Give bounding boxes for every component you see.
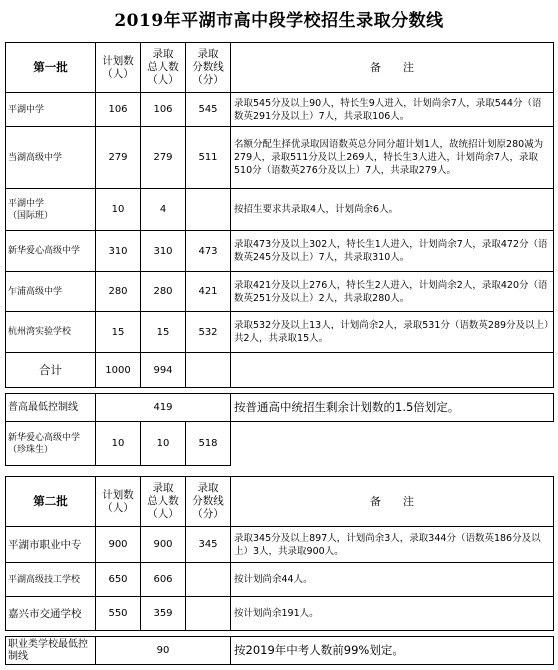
batch1-header-score-text: 录取 分数线 （分） bbox=[192, 48, 224, 86]
table-row bbox=[6, 127, 554, 189]
table-row bbox=[6, 231, 554, 272]
admitted-count: 279 bbox=[141, 127, 186, 189]
admitted-count: 10 bbox=[141, 422, 186, 466]
remark: 按计划尚余191人。 bbox=[231, 597, 554, 631]
school-name: 嘉兴市交通学校 bbox=[6, 597, 96, 631]
plan-count: 650 bbox=[96, 563, 141, 597]
score-line bbox=[186, 189, 231, 231]
school-name: 平湖市职业中专 bbox=[6, 527, 96, 563]
remark: 按计划尚余44人。 bbox=[231, 563, 554, 597]
remark: 按招生要求共录取4人，计划尚余6人。 bbox=[231, 189, 554, 231]
total-admitted: 994 bbox=[141, 353, 186, 388]
table-row bbox=[6, 563, 554, 597]
score-line: 421 bbox=[186, 272, 231, 312]
batch2-header-score-text: 录取 分数线 （分） bbox=[192, 482, 224, 520]
batch1-header-plan-text: 计划数 （人） bbox=[102, 54, 134, 80]
school-name: 平湖中学 （国际班） bbox=[6, 189, 96, 231]
score-line: 518 bbox=[186, 422, 231, 466]
table-row bbox=[6, 597, 554, 631]
batch1-header-plan bbox=[96, 43, 141, 93]
batch1-table bbox=[5, 42, 554, 466]
admitted-count: 900 bbox=[141, 527, 186, 563]
plan-count: 279 bbox=[96, 127, 141, 189]
batch2-header-plan-text: 计划数 （人） bbox=[102, 488, 134, 514]
school-name: 新华爱心高级中学 （珍珠生） bbox=[6, 422, 96, 466]
score-line: 473 bbox=[186, 231, 231, 272]
plan-count: 900 bbox=[96, 527, 141, 563]
table-row bbox=[6, 272, 554, 312]
control-label: 职业类学校最低控制线 bbox=[6, 637, 96, 665]
table-row bbox=[6, 312, 554, 353]
batch2-header-batch: 第二批 bbox=[6, 477, 96, 527]
admitted-count: 4 bbox=[141, 189, 186, 231]
plan-count: 10 bbox=[96, 422, 141, 466]
remark: 录取545分及以上90人，特长生9人进入，计划尚余7人，录取544分（语数英291分及以上）7人，共录取106人。 bbox=[231, 93, 554, 127]
school-name: 新华爱心高级中学 bbox=[6, 231, 96, 272]
batch2-header-row bbox=[6, 477, 554, 527]
plan-count: 280 bbox=[96, 272, 141, 312]
page-title: 2019年平湖市高中段学校招生录取分数线 bbox=[114, 11, 444, 31]
score-line: 532 bbox=[186, 312, 231, 353]
admitted-count: 106 bbox=[141, 93, 186, 127]
total-score-empty bbox=[186, 353, 231, 388]
control-value: 90 bbox=[96, 637, 231, 665]
remark: 录取421分及以上276人，特长生2人进入，计划尚余2人，录取420分（语数英251分及以上）2人，共录取280人。 bbox=[231, 272, 554, 312]
plan-count: 106 bbox=[96, 93, 141, 127]
pearl-remark-empty bbox=[231, 422, 554, 466]
batch2-header-admitted-text: 录取 总人数 （人） bbox=[147, 482, 179, 520]
batch2-table bbox=[5, 476, 554, 665]
control-row bbox=[6, 394, 554, 422]
remark: 录取345分及以上897人，计划尚余3人，录取344分（语数英186分及以上）3人，共录取900人。 bbox=[231, 527, 554, 563]
table-row bbox=[6, 93, 554, 127]
score-line bbox=[186, 597, 231, 631]
table-row bbox=[6, 527, 554, 563]
plan-count: 550 bbox=[96, 597, 141, 631]
batch2-header-score bbox=[186, 477, 231, 527]
remark: 录取532分及以上13人，计划尚余2人，录取531分（语数英289分及以上）共2人，共录取15人。 bbox=[231, 312, 554, 353]
control-remark: 按普通高中统招生剩余计划数的1.5倍划定。 bbox=[231, 394, 554, 422]
control-value: 419 bbox=[96, 394, 231, 422]
batch1-header-batch: 第一批 bbox=[6, 43, 96, 93]
admitted-count: 280 bbox=[141, 272, 186, 312]
batch2-header-plan bbox=[96, 477, 141, 527]
control-label: 普高最低控制线 bbox=[6, 394, 96, 422]
table-row bbox=[6, 422, 554, 466]
batch2-header-remark: 备 注 bbox=[231, 477, 554, 527]
batch1-header-score bbox=[186, 43, 231, 93]
batch1-header-admitted bbox=[141, 43, 186, 93]
school-name: 平湖高级技工学校 bbox=[6, 563, 96, 597]
plan-count: 310 bbox=[96, 231, 141, 272]
total-label: 合计 bbox=[6, 353, 96, 388]
school-name: 平湖中学 bbox=[6, 93, 96, 127]
control-remark: 按2019年中考人数前99%划定。 bbox=[231, 637, 554, 665]
batch2-header-admitted bbox=[141, 477, 186, 527]
total-plan: 1000 bbox=[96, 353, 141, 388]
batch1-header-admitted-text: 录取 总人数 （人） bbox=[147, 48, 179, 86]
control-row bbox=[6, 637, 554, 665]
batch1-header-remark: 备 注 bbox=[231, 43, 554, 93]
admitted-count: 606 bbox=[141, 563, 186, 597]
school-name: 当湖高级中学 bbox=[6, 127, 96, 189]
score-line: 345 bbox=[186, 527, 231, 563]
school-name: 乍浦高级中学 bbox=[6, 272, 96, 312]
score-line: 545 bbox=[186, 93, 231, 127]
remark: 录取473分及以上302人，特长生1人进入，计划尚余7人，录取472分（语数英245分及以上）7人，共录取310人。 bbox=[231, 231, 554, 272]
score-line: 511 bbox=[186, 127, 231, 189]
batch1-header-row bbox=[6, 43, 554, 93]
admitted-count: 15 bbox=[141, 312, 186, 353]
remark: 名额分配生择优录取因语数英总分同分超计划1人，故统招计划原280减为279人，录取511分及以上269人，特长生3人进入，计划尚余7人，录取510分（语数英276分及以上）7人，共录取279人。 bbox=[231, 127, 554, 189]
plan-count: 10 bbox=[96, 189, 141, 231]
total-row bbox=[6, 353, 554, 388]
school-name: 杭州湾实验学校 bbox=[6, 312, 96, 353]
plan-count: 15 bbox=[96, 312, 141, 353]
admitted-count: 359 bbox=[141, 597, 186, 631]
total-remark-empty bbox=[231, 353, 554, 388]
table-row bbox=[6, 189, 554, 231]
admitted-count: 310 bbox=[141, 231, 186, 272]
score-line bbox=[186, 563, 231, 597]
